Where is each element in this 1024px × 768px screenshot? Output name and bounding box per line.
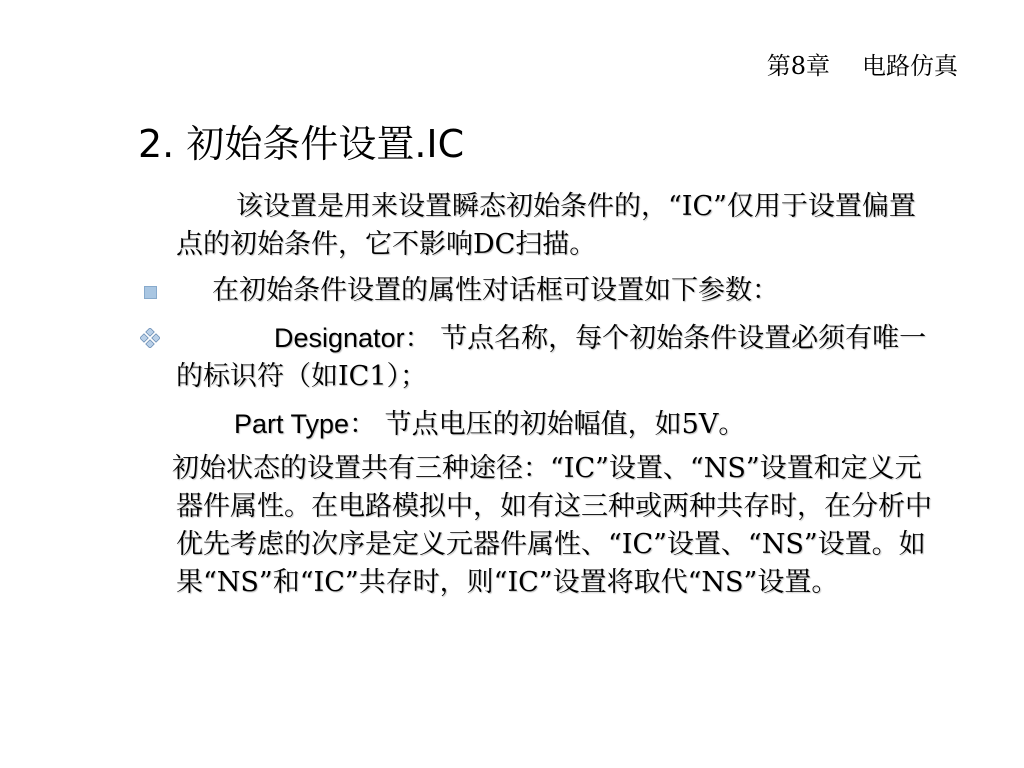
params-bullet-item (176, 272, 936, 310)
chapter-number: 第8章 (766, 52, 830, 80)
parttype-description: 节点电压的初始幅值，如5V。 (384, 409, 746, 440)
slide-content (172, 188, 936, 602)
designator-description: 节点名称，每个初始条件设置必须有唯一的标识符（如IC1）； (176, 323, 927, 392)
intro-paragraph: 该设置是用来设置瞬态初始条件的，“IC”仅用于设置偏置点的初始条件，它不影响DC扫描。 (176, 191, 916, 260)
designator-label: Designator： (274, 323, 432, 353)
chapter-topic: 电路仿真 (862, 52, 958, 80)
designator-item (176, 319, 936, 396)
summary-paragraph: 初始状态的设置共有三种途径：“IC”设置、“NS”设置和定义元器件属性。在电路模拟中，如有这三种或两种共存时，在分析中优先考虑的次序是定义元器件属性、“IC”设置、“NS”设置。如果“NS”和“IC”共存时，则“IC”设置将取代“NS”设置。 (172, 453, 932, 598)
parttype-label: Part Type： (234, 409, 377, 439)
section-title: 2. 初始条件设置.IC (138, 122, 465, 166)
parttype-item (176, 405, 936, 444)
chapter-header (767, 50, 958, 82)
square-bullet-icon (144, 286, 157, 299)
diamond-bullet-icon (140, 328, 160, 348)
params-bullet-text: 在初始条件设置的属性对话框可设置如下参数： (212, 275, 779, 306)
